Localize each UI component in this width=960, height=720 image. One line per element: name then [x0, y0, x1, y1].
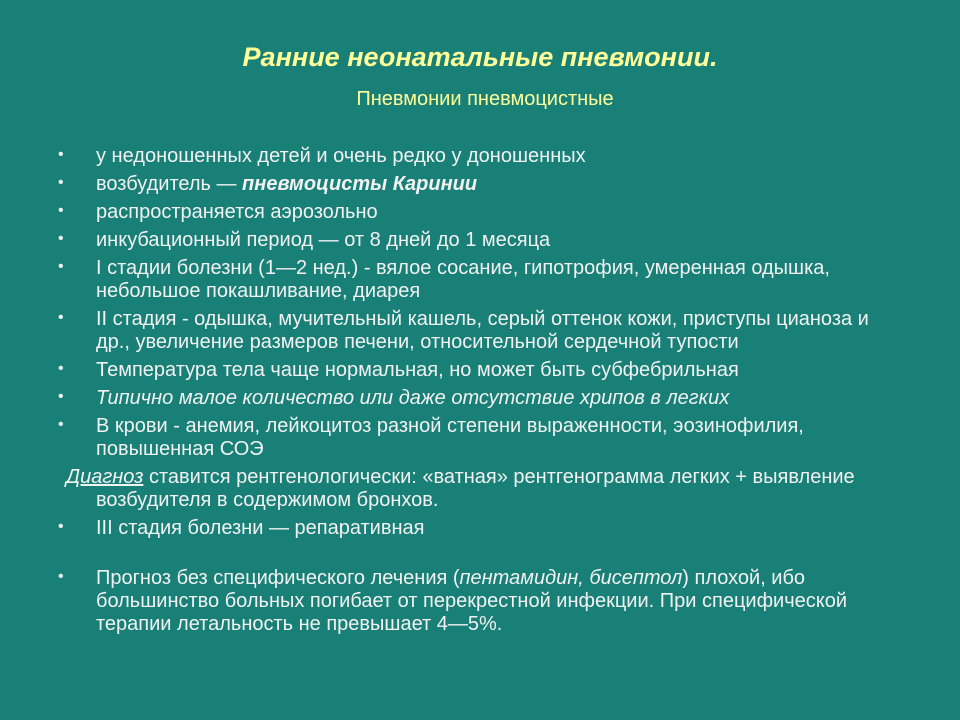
item-text: у недоношенных детей и очень редко у доношенных: [96, 145, 586, 167]
item-text: В крови - анемия, лейкоцитоз разной степени выраженности, эозинофилия, повышенная СОЭ: [96, 415, 804, 460]
list-item: [58, 517, 898, 540]
diagnosis-label: Диагноз: [66, 466, 144, 488]
list-item: [58, 415, 898, 461]
pathogen-name: пневмоцисты Каринии: [242, 173, 478, 195]
item-text: инкубационный период — от 8 дней до 1 месяца: [96, 229, 551, 251]
list-item: [58, 308, 898, 354]
bullet-list: [58, 145, 898, 641]
bullet-icon: •: [58, 568, 64, 585]
item-text: ) плохой, ибо большинство больных погибает от перекрестной инфекции. При специфической терапии летальность не превышает 4—5%.: [96, 567, 848, 635]
list-item: [58, 229, 898, 252]
list-item: [58, 201, 898, 224]
bullet-icon: •: [58, 146, 64, 163]
bullet-icon: •: [58, 174, 64, 191]
item-text: распространяется аэрозольно: [96, 201, 378, 223]
item-text: Прогноз без специфического лечения (: [96, 567, 460, 589]
list-item: [58, 257, 898, 303]
list-item: [58, 173, 898, 196]
bullet-icon: •: [58, 360, 64, 377]
slide-title: Ранние неонатальные пневмонии.: [242, 42, 718, 72]
bullet-icon: •: [58, 309, 64, 326]
item-text: I стадии болезни (1—2 нед.) - вялое сосание, гипотрофия, умеренная одышка, небольшое покашливание, диарея: [96, 257, 830, 302]
item-text: ставится рентгенологически: «ватная» рентгенограмма легких + выявление возбудителя в содержимом бронхов.: [96, 466, 855, 511]
item-text: возбудитель —: [96, 173, 243, 195]
bullet-icon: •: [58, 416, 64, 433]
list-item: [58, 145, 898, 168]
bullet-icon: •: [58, 258, 64, 275]
list-item-diagnosis: [58, 466, 898, 512]
bullet-icon: •: [58, 388, 64, 405]
item-text: Температура тела чаще нормальная, но может быть субфебрильная: [96, 359, 739, 381]
slide-subtitle: Пневмонии пневмоцистные: [356, 88, 614, 110]
bullet-icon: •: [58, 518, 64, 535]
list-item: [58, 387, 898, 410]
item-text: III стадия болезни — репаративная: [96, 517, 425, 539]
bullet-icon: •: [58, 230, 64, 247]
list-item: [58, 567, 898, 636]
item-text: Типично малое количество или даже отсутствие хрипов в легких: [96, 387, 730, 409]
list-item: [58, 359, 898, 382]
item-text: II стадия - одышка, мучительный кашель, серый оттенок кожи, приступы цианоза и др., увеличение размеров печени, относительной сердечной тупости: [96, 308, 869, 353]
drug-names: пентамидин, бисептол: [459, 567, 683, 589]
bullet-icon: •: [58, 202, 64, 219]
